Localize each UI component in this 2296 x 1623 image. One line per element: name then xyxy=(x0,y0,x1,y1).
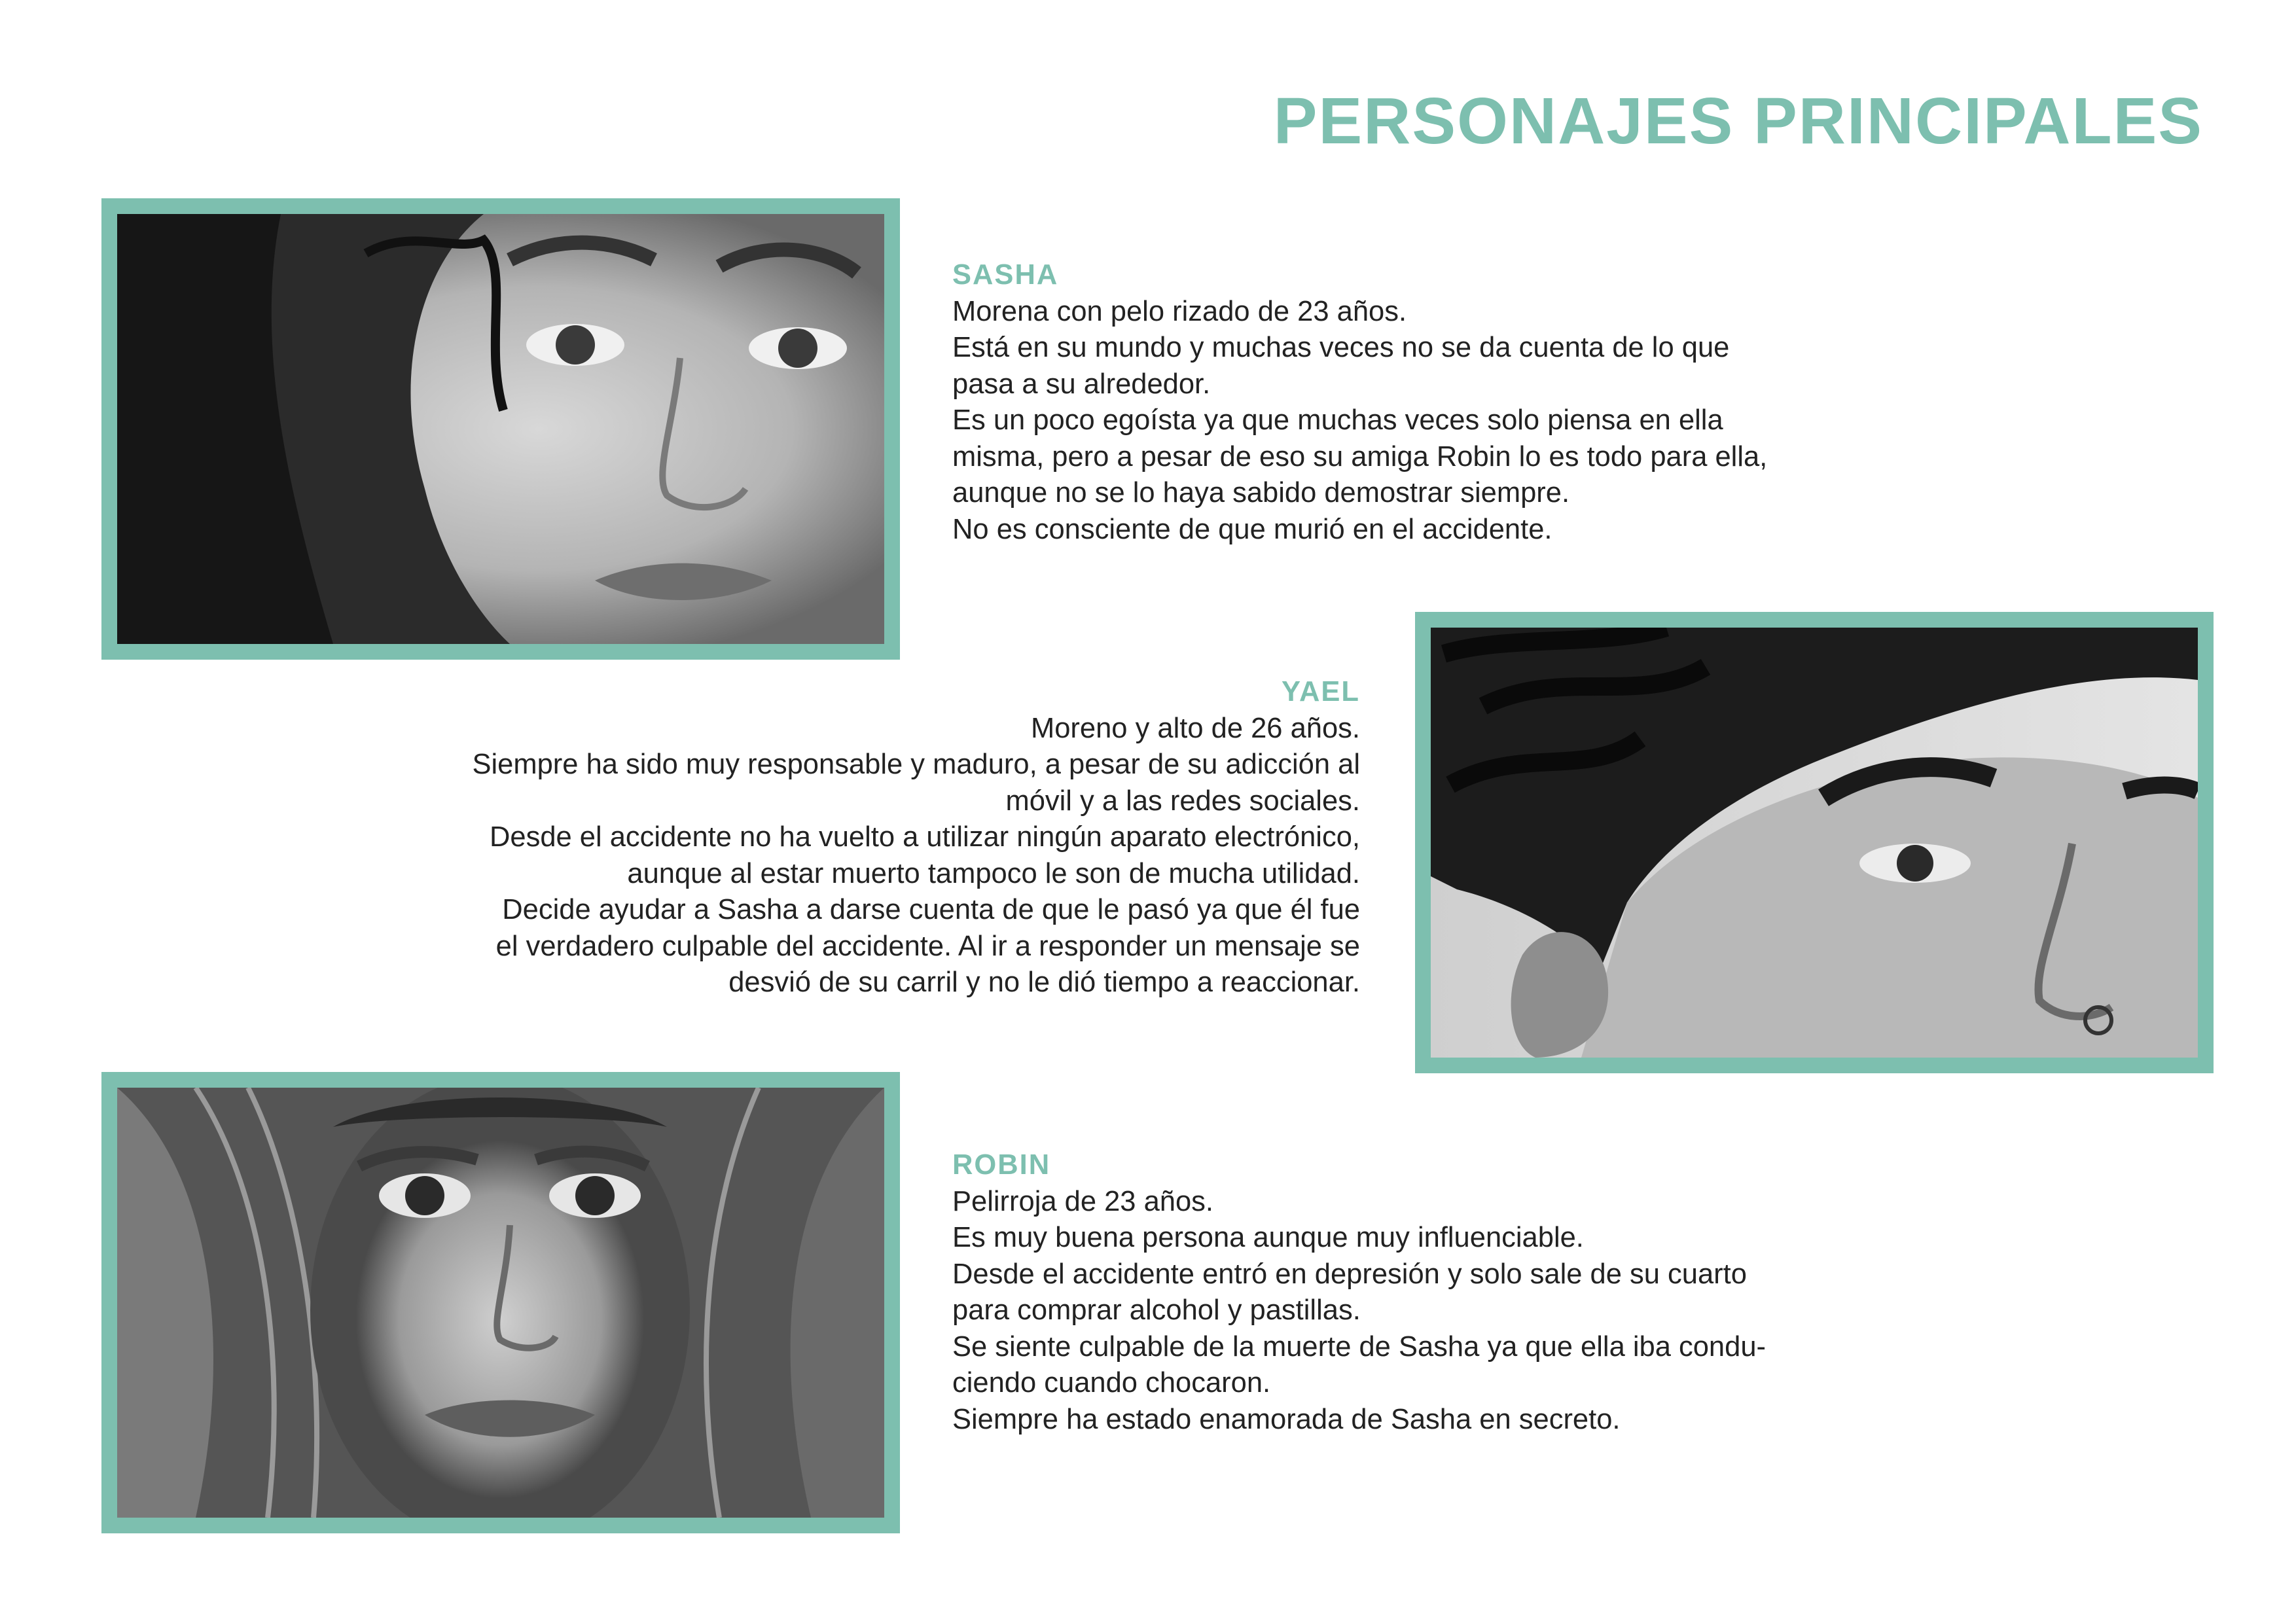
description-line: Es un poco egoísta ya que muchas veces solo piensa en ella xyxy=(952,404,1723,436)
description-line: desvió de su carril y no le dió tiempo a reaccionar. xyxy=(728,967,1360,998)
description-line: Se siente culpable de la muerte de Sasha ya que ella iba condu- xyxy=(952,1330,1766,1363)
description-line: Está en su mundo y muchas veces no se da cuenta de lo que xyxy=(952,332,1730,363)
robin-portrait xyxy=(101,1072,900,1533)
description-line: Siempre ha sido muy responsable y maduro, a pesar de su adicción al xyxy=(472,749,1360,780)
page-title: PERSONAJES PRINCIPALES xyxy=(1273,84,2203,158)
yael-portrait-image xyxy=(1431,628,2198,1058)
robin-description xyxy=(952,1147,1766,1438)
description-line: Moreno y alto de 26 años. xyxy=(1031,712,1360,744)
sasha-portrait xyxy=(101,198,900,660)
description-line: Morena con pelo rizado de 23 años. xyxy=(952,295,1407,327)
description-line: Desde el accidente entró en depresión y solo sale de su cuarto xyxy=(952,1258,1747,1290)
description-line: móvil y a las redes sociales. xyxy=(1005,785,1360,817)
description-line: para comprar alcohol y pastillas. xyxy=(952,1294,1361,1326)
description-line: Pelirroja de 23 años. xyxy=(952,1185,1213,1217)
description-line: aunque al estar muerto tampoco le son de mucha utilidad. xyxy=(627,857,1360,889)
description-line: misma, pero a pesar de eso su amiga Robin lo es todo para ella, xyxy=(952,440,1768,473)
description-line: Desde el accidente no ha vuelto a utilizar ningún aparato electrónico, xyxy=(489,821,1360,853)
description-line: Siempre ha estado enamorada de Sasha en secreto. xyxy=(952,1403,1621,1435)
sasha-description xyxy=(952,257,1767,548)
character-name: SASHA xyxy=(952,259,1059,291)
description-line: el verdadero culpable del accidente. Al ir a responder un mensaje se xyxy=(495,930,1360,962)
description-line: Decide ayudar a Sasha a darse cuenta de que le pasó ya que él fue xyxy=(502,894,1360,925)
description-line: No es consciente de que murió en el accidente. xyxy=(952,513,1552,545)
character-name: ROBIN xyxy=(952,1149,1051,1181)
sasha-portrait-image xyxy=(117,214,884,644)
robin-portrait-image xyxy=(117,1088,884,1518)
description-line: ciendo cuando chocaron. xyxy=(952,1367,1271,1399)
yael-portrait xyxy=(1415,612,2214,1073)
description-line: pasa a su alrededor. xyxy=(952,368,1211,400)
yael-description xyxy=(473,674,1361,1001)
character-name: YAEL xyxy=(1281,676,1360,707)
description-line: aunque no se lo haya sabido demostrar siempre. xyxy=(952,477,1570,508)
description-line: Es muy buena persona aunque muy influenciable. xyxy=(952,1222,1584,1253)
